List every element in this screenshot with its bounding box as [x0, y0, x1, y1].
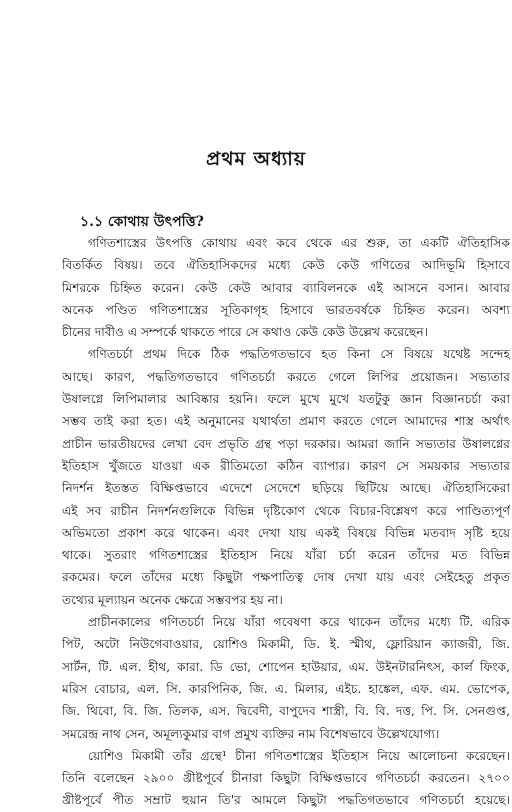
- text-line: মিশরকে চিহ্নিত করেন। কেউ কেউ আবার ব্যাবিলনকে এই আসনে বসান। আবার: [62, 280, 510, 295]
- paragraph: [62, 745, 510, 812]
- text-line: নিদর্শন ইতস্তত বিক্ষিপ্তভাবে এদেশে সেদেশে ছড়িয়ে ছিটিয়ে আছে। ঐতিহাসিকেরা: [62, 481, 510, 496]
- text-line: বিতর্কিত বিষয়। তবে ঐতিহাসিকদের মধ্যে কেউ কেউ গণিতের আদিভূমি হিসাবে: [62, 258, 510, 273]
- text-line: উষালগ্নে লিপিমালার আবিষ্কার হয়নি। ফলে মুখে মুখে যতটুকু জ্ঞান বিজ্ঞানচর্চা করা: [62, 392, 510, 407]
- text-line: সার্টন, টি. এল. হীথ, কারা. ডি ভো, শোপেন হাউয়ার, এম. উইনটারনিৎস, কার্ল ফিংক,: [62, 659, 510, 674]
- text-line: তথ্যের মূল্যায়ন অনেক ক্ষেত্রে সম্ভবপর হয় না।: [62, 592, 283, 607]
- text-line: সম্ভব তাই করা হত। এই অনুমানের যথার্থতা প্রমাণ করতে গেলে আমাদের শাস্ত্র অর্থাৎ: [62, 414, 510, 429]
- chapter-title: প্রথম অধ্যায়: [206, 148, 306, 170]
- body-text: [62, 232, 510, 812]
- text-line: অনেক পণ্ডিত গণিতশাস্ত্রের সূতিকাগৃহ হিসাবে ভারতবর্ষকে চিহ্নিত করেন। অবশ্য: [62, 302, 510, 317]
- text-line: সমরেন্দ্র নাথ সেন, অমূল্যকুমার বাগ প্রমুখ ব্যক্তির নাম বিশেষভাবে উল্লেখযোগ্য।: [62, 726, 440, 741]
- text-line: প্রাচীন ভারতীয়দের লেখা বেদ প্রভৃতি গ্রন্থ পড়া দরকার। আমরা জানি সভ্যতার উষালগ্নের: [62, 436, 510, 451]
- text-line: গণিতশাস্ত্রের উৎপত্তি কোথায় এবং কবে থেকে এর শুরু, তা একটি ঐতিহাসিক: [88, 236, 510, 250]
- text-line: ইতিহাস খুঁজতে যাওয়া এক রীতিমতো কঠিন ব্যাপার। কারণ সে সময়কার সভ্যতার: [62, 458, 510, 473]
- text-line: য়োশিও মিকামী তাঁর গ্রন্থে¹ চীনা গণিতশাস্ত্রের ইতিহাস নিয়ে আলোচনা করেছেন।: [88, 748, 510, 763]
- text-line: আছে। কারণ, পদ্ধতিগতভাবে গণিতচর্চা করতে গেলে লিপির প্রয়োজন। সভ্যতার: [62, 369, 510, 384]
- paragraph: [62, 611, 510, 745]
- text-line: জি. থিবো, বি. জি. তিলক, এস. দ্বিবেদী, বাপুদেব শাস্ত্রী, বি. বি. দত্ত, পি. সি. সেনগুপ্ত,: [62, 704, 510, 719]
- text-line: গণিতচর্চা প্রথম দিকে ঠিক পদ্ধতিগতভাবে হত কিনা সে বিষয়ে যথেষ্ট সন্দেহ: [88, 347, 510, 362]
- text-line: অভিমতো প্রকাশ করে থাকেন। এবং দেখা যায় একই বিষয়ে বিভিন্ন মতবাদ সৃষ্টি হয়ে: [62, 525, 510, 540]
- text-line: তিনি বলেছেন ২৯০০ খ্রীষ্টপূর্বে চীনারা কিছুটা বিক্ষিপ্তভাবে গণিতচর্চা করতেন। ২৭০০: [62, 771, 510, 786]
- text-line: রকমের। ফলে তাঁদের মধ্যে কিছুটা পক্ষপাতিত্ব দোষ দেখা যায় এবং সেইহেতু প্রকৃত: [62, 570, 510, 585]
- text-line: প্রাচীনকালের গণিতচর্চা নিয়ে যাঁরা গবেষণা করে থাকেন তাঁদের মধ্যে টি. এরিক: [88, 615, 510, 630]
- text-line: মরিস বোচার, এল. সি. কারপিনিক, জি. এ. মিলার, এইচ. হাঙ্কেল, এফ. এম. ভোপেক,: [62, 681, 510, 696]
- paragraph: [62, 232, 510, 343]
- text-line: খ্রীষ্টপূর্বে পীত সম্রাট হুয়ান তি'র আমলে কিছুটা পদ্ধতিগতভাবে গণিতচর্চা হয়েছে।: [62, 793, 510, 808]
- section-heading: ১.১ কোথায় উৎপত্তি?: [80, 214, 204, 230]
- text-line: পিট, অটো নিউগেবাওয়ার, য়োশিও মিকামী, ডি. ই. স্মীথ, ফ্লোরিয়ান ক্যাজরী, জি.: [62, 637, 510, 652]
- text-line: থাকে। সুতরাং গণিতশাস্ত্রের ইতিহাস নিয়ে যাঁরা চর্চা করেন তাঁদের মত বিভিন্ন: [62, 548, 510, 563]
- paragraph: [62, 343, 510, 611]
- text-line: এই সব রাচীন নিদর্শনগুলিকে বিভিন্ন দৃষ্টিকোণ থেকে বিচার-বিশ্লেষণ করে পাণ্ডিত্যপূর্ণ: [62, 503, 510, 518]
- text-line: চীনের দাবীও এ সম্পর্কে থাকতে পারে সে কথাও কেউ কেউ উল্লেখ করেছেন।: [62, 325, 428, 340]
